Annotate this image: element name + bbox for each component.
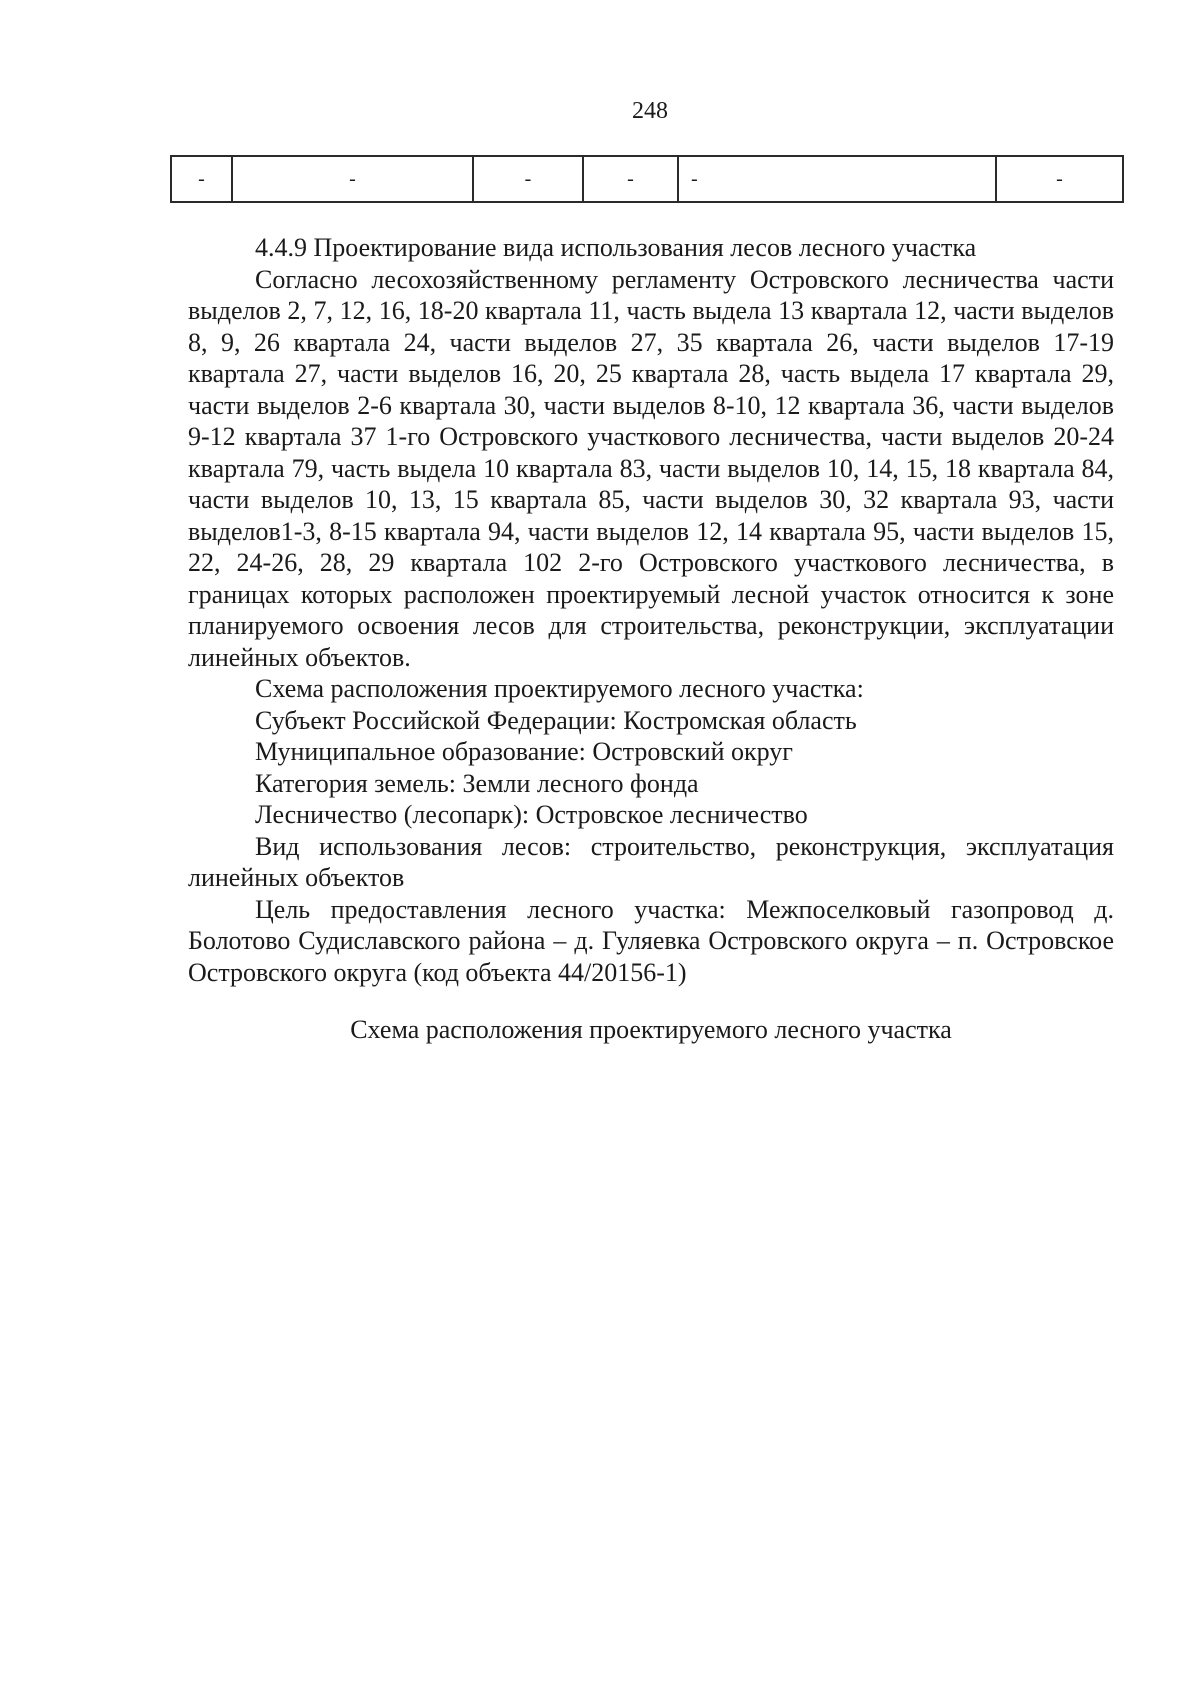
table-cell: - [583,156,678,202]
table-cell: - [996,156,1123,202]
municipality-line: Муниципальное образование: Островский округ [255,737,793,766]
table-cell: - [678,156,996,202]
document-body [188,232,1114,1046]
section-heading: 4.4.9 Проектирование вида использования лесов лесного участка [255,233,977,262]
land-category-line: Категория земель: Земли лесного фонда [255,768,699,798]
page-number: 248 [632,98,668,124]
table-cell: - [473,156,583,202]
purpose-paragraph: Цель предоставления лесного участка: Межпоселковый газопровод д. Болотово Судиславского района – д. Гуляевка Островского округа – п. Островское Островского округа (код объекта 44/20156-1) [188,894,1114,987]
table-cell: - [171,156,232,202]
table-row [171,156,1123,202]
use-type-paragraph: Вид использования лесов: строительство, реконструкция, эксплуатация линейных объектов [188,831,1114,892]
table-cell: - [232,156,473,202]
regulation-paragraph: Согласно лесохозяйственному регламенту Островского лесничества части выделов 2, 7, 12, 16, 18-20 квартала 11, часть выдела 13 квартала 12, части выделов 8, 9, 26 квартала 24, части выделов 27, 35 квартала 26, части выделов 17-19 квартала 27, части выделов 16, 20, 25 квартала 28, часть выдела 17 квартала 29, части выделов 2-6 квартала 30, части выделов 8-10, 12 квартала 36, части выделов 9-12 квартала 37 1-го Островского участкового лесничества, части выделов 20-24 квартала 79, часть выдела 10 квартала 83, части выделов 10, 14, 15, 18 квартала 84, части выделов 10, 13, 15 квартала 85, части выделов 30, 32 квартала 93, части выделов1-3, 8-15 квартала 94, части выделов 12, 14 квартала 95, части выделов 15, 22, 24-26, 28, 29 квартала 102 2-го Островского участкового лесничества, в границах которых расположен проектируемый лесной участок относится к зоне планируемого освоения лесов для строительства, реконструкции, эксплуатации линейных объектов. [188,264,1114,672]
scheme-intro: Схема расположения проектируемого лесного участка: [255,674,864,703]
forestry-line: Лесничество (лесопарк): Островское лесничество [255,800,808,829]
subject-line: Субъект Российской Федерации: Костромская область [255,705,857,735]
scheme-heading: Схема расположения проектируемого лесного участка [350,1015,952,1044]
continuation-table [170,155,1124,203]
